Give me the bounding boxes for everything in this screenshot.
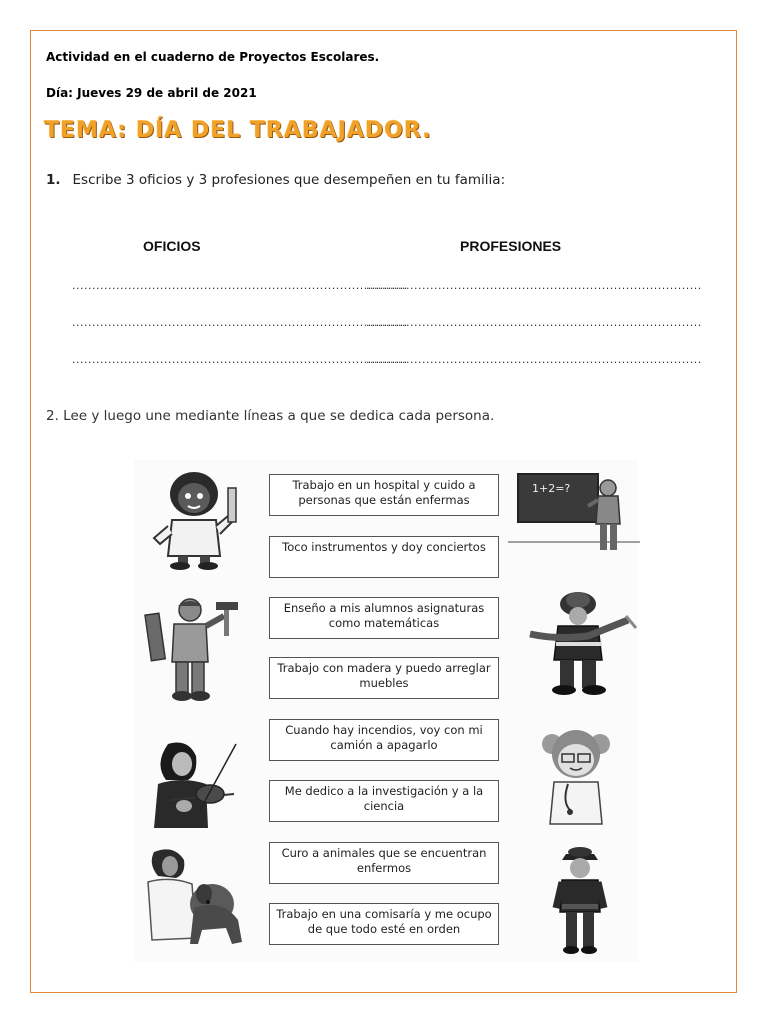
answer-line-profesion-1[interactable]: .................................................................................... — [366, 279, 702, 292]
answer-line-oficio-1[interactable]: .................................................................................... — [72, 279, 408, 292]
match-box-scientist[interactable]: Me dedico a la investigación y a la ciencia — [269, 780, 499, 822]
answer-line-profesion-3[interactable]: .................................................................................... — [366, 353, 702, 366]
match-box-police[interactable]: Trabajo en una comisaría y me ocupo de que todo esté en orden — [269, 903, 499, 945]
question-1-number: 1. — [46, 172, 61, 188]
column-header-profesiones: PROFESIONES — [460, 238, 562, 254]
topic-heading: TEMA: DÍA DEL TRABAJADOR. — [44, 118, 432, 143]
carpenter-figure[interactable] — [146, 596, 244, 704]
nurse-figure[interactable] — [538, 726, 614, 830]
match-box-teacher[interactable]: Enseño a mis alumnos asignaturas como matemáticas — [269, 597, 499, 639]
police-figure[interactable] — [552, 846, 608, 958]
answer-line-profesion-2[interactable]: .................................................................................... — [366, 316, 702, 329]
question-2-text: 2. Lee y luego une mediante líneas a que se dedica cada persona. — [46, 408, 495, 424]
match-box-nurse[interactable]: Trabajo en un hospital y cuido a personas que están enfermas — [269, 474, 499, 516]
activity-title: Actividad en el cuaderno de Proyectos Escolares. — [46, 50, 380, 64]
match-box-veterinarian[interactable]: Curo a animales que se encuentran enfermos — [269, 842, 499, 884]
answer-line-oficio-2[interactable]: .................................................................................... — [72, 316, 408, 329]
question-1-text: Escribe 3 oficios y 3 profesiones que desempeñen en tu familia: — [72, 172, 506, 188]
match-box-carpenter[interactable]: Trabajo con madera y puedo arreglar muebles — [269, 657, 499, 699]
scientist-figure[interactable] — [150, 466, 242, 570]
violinist-figure[interactable] — [140, 740, 250, 832]
question-1 — [46, 172, 505, 188]
answer-line-oficio-3[interactable]: .................................................................................... — [72, 353, 408, 366]
teacher-figure[interactable] — [508, 466, 640, 554]
chalkboard-text: 1+2=? — [532, 482, 571, 495]
firefighter-figure[interactable] — [528, 590, 636, 698]
match-box-musician[interactable]: Toco instrumentos y doy conciertos — [269, 536, 499, 578]
column-header-oficios: OFICIOS — [143, 238, 201, 254]
veterinarian-figure[interactable] — [146, 848, 250, 952]
date-line: Día: Jueves 29 de abril de 2021 — [46, 86, 257, 100]
match-box-firefighter[interactable]: Cuando hay incendios, voy con mi camión a apagarlo — [269, 719, 499, 761]
